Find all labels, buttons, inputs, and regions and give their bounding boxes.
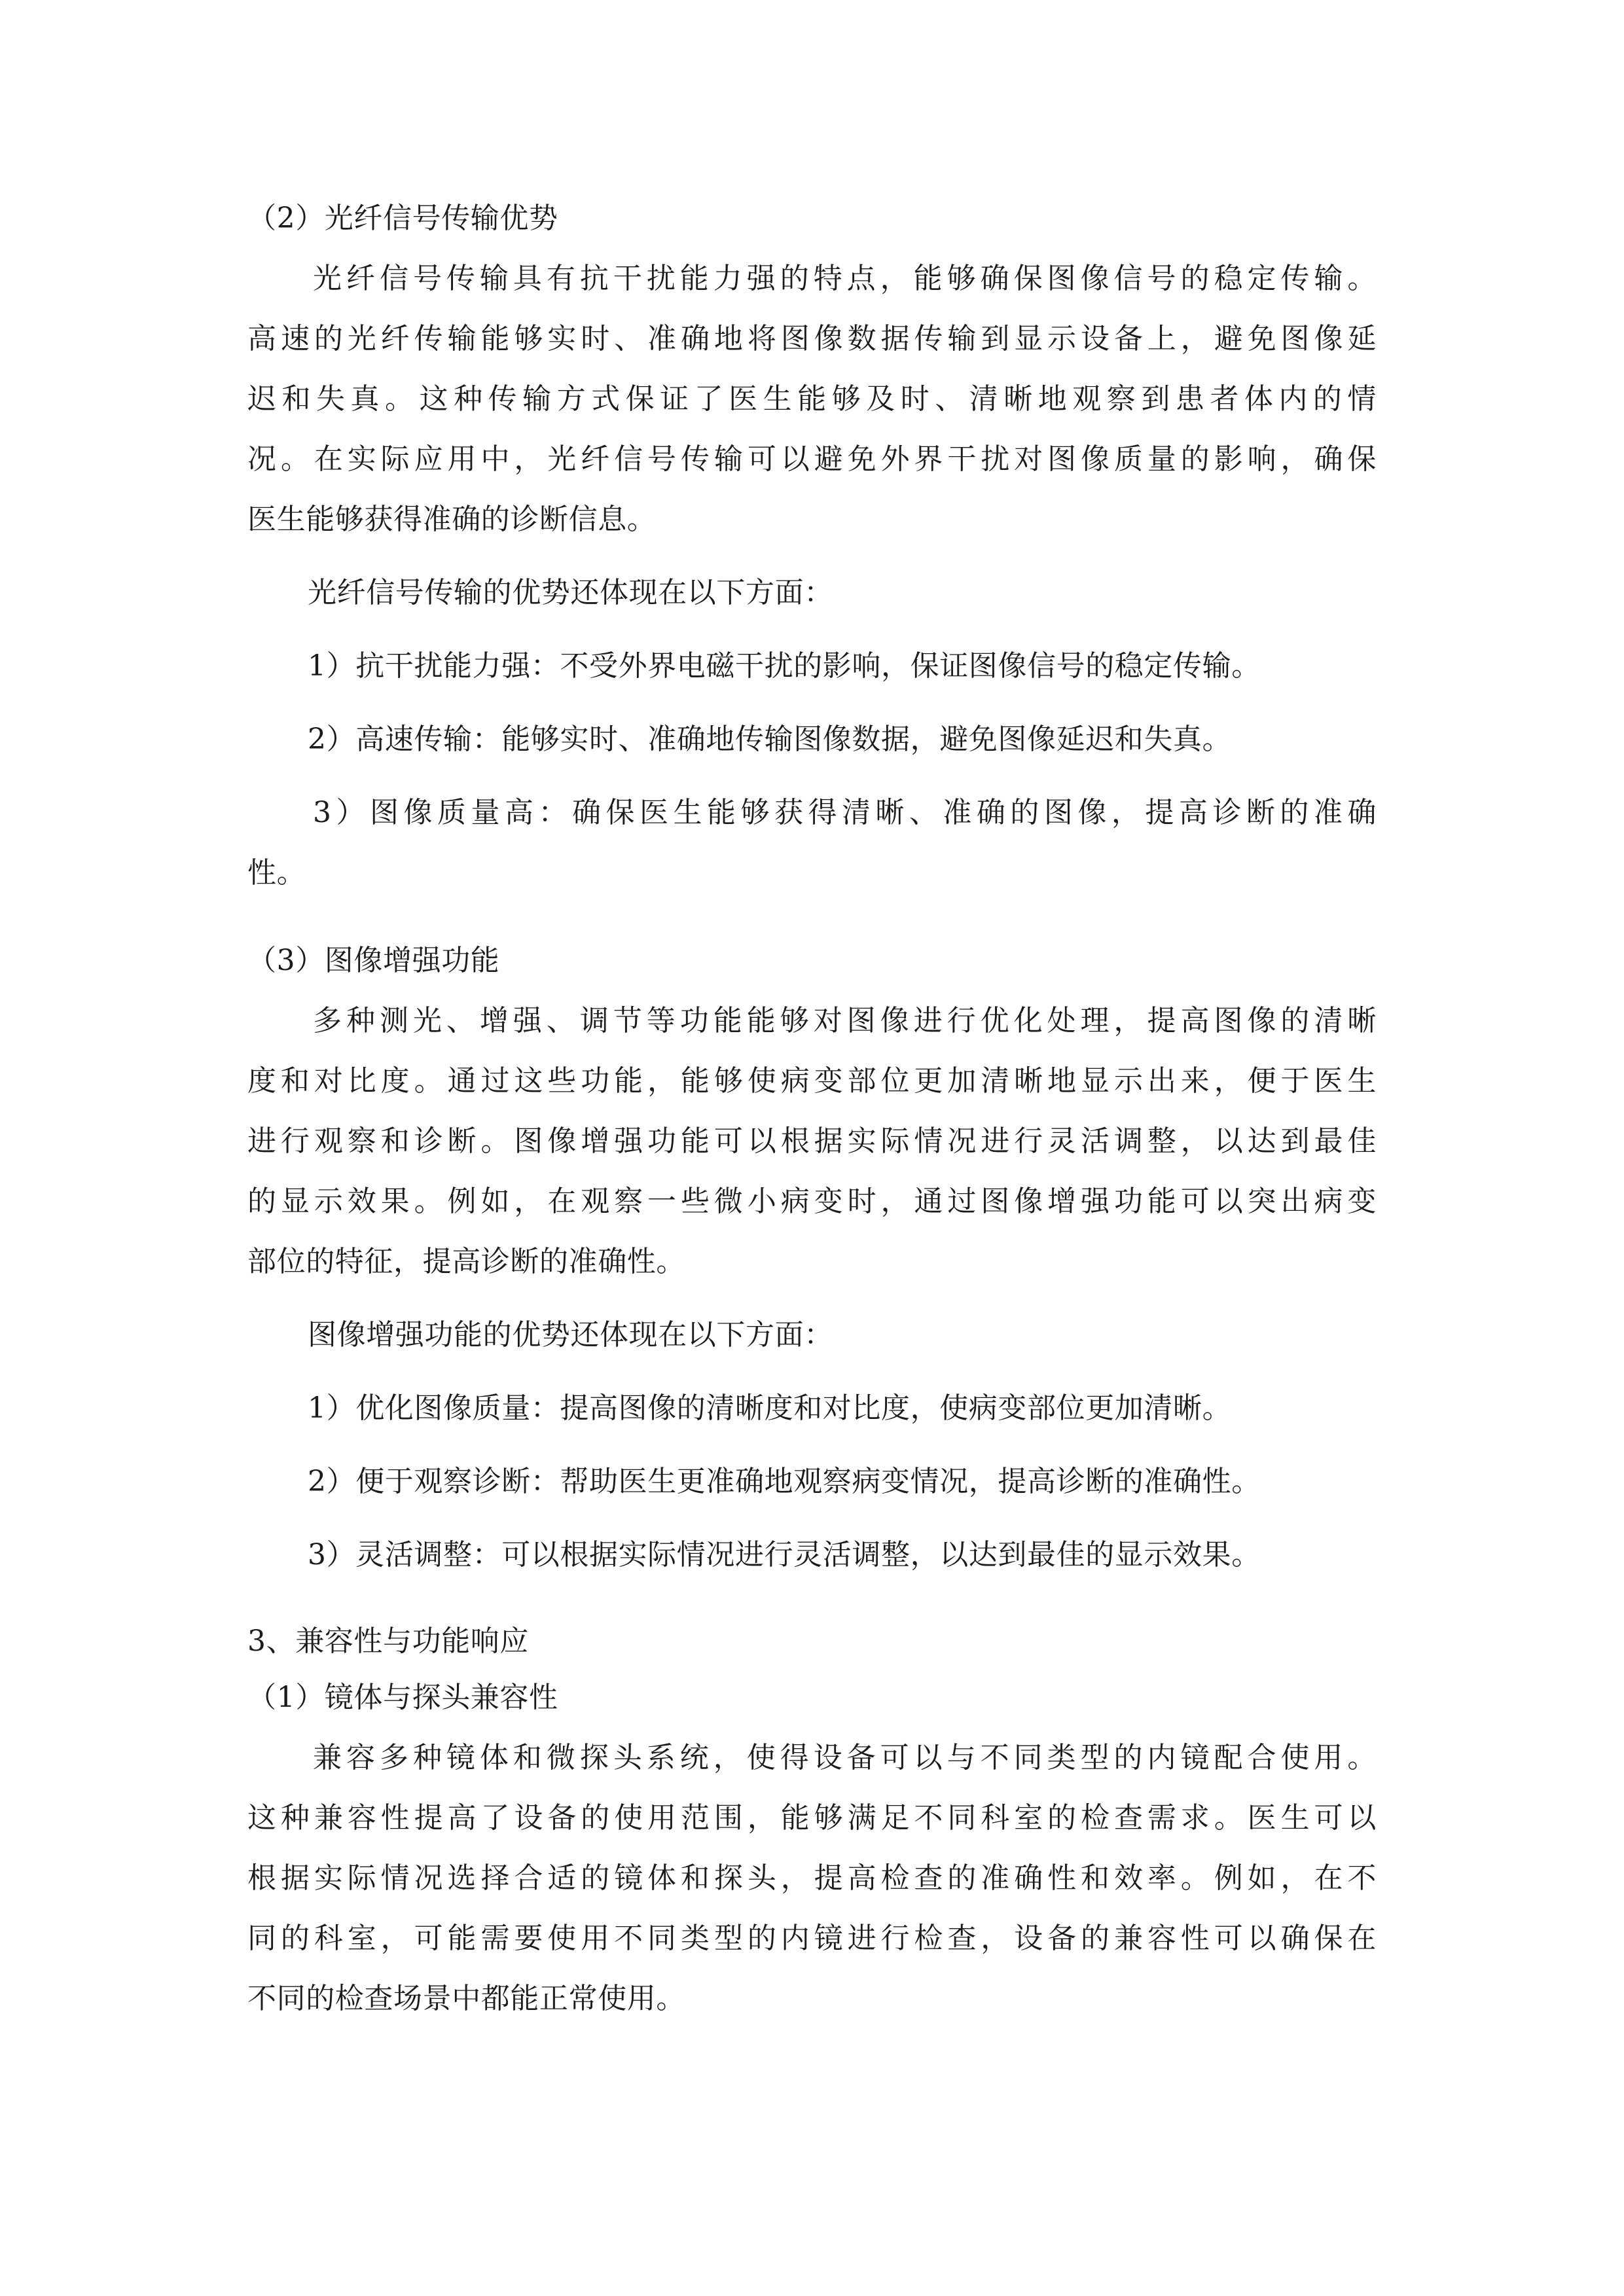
paragraph-line: 同的科室，可能需要使用不同类型的内镜进行检查，设备的兼容性可以确保在: [247, 1922, 1377, 1955]
section-heading: （2）光纤信号传输优势: [247, 202, 558, 235]
paragraph-line: 部位的特征，提高诊断的准确性。: [247, 1245, 685, 1278]
paragraph-line: 医生能够获得准确的诊断信息。: [247, 503, 657, 536]
paragraph-line: 不同的检查场景中都能正常使用。: [247, 1982, 685, 2015]
list-intro: 图像增强功能的优势还体现在以下方面：: [308, 1318, 833, 1352]
paragraph-line: 进行观察和诊断。图像增强功能可以根据实际情况进行灵活调整，以达到最佳: [247, 1124, 1377, 1158]
paragraph-line: 根据实际情况选择合适的镜体和探头，提高检查的准确性和效率。例如，在不: [247, 1861, 1377, 1895]
list-item: 2）高速传输：能够实时、准确地传输图像数据，避免图像延迟和失真。: [308, 723, 1232, 756]
paragraph-line: 度和对比度。通过这些功能，能够使病变部位更加清晰地显示出来，便于医生: [247, 1064, 1377, 1098]
paragraph-line: 多种测光、增强、调节等功能能够对图像进行优化处理，提高图像的清晰: [313, 1004, 1377, 1037]
section-heading: （1）镜体与探头兼容性: [247, 1681, 558, 1714]
paragraph-line: 这种兼容性提高了设备的使用范围，能够满足不同科室的检查需求。医生可以: [247, 1801, 1377, 1835]
list-item: 1）优化图像质量：提高图像的清晰度和对比度，使病变部位更加清晰。: [308, 1391, 1232, 1425]
list-item-continuation: 性。: [247, 856, 306, 889]
list-item: 3）图像质量高：确保医生能够获得清晰、准确的图像，提高诊断的准确: [313, 796, 1377, 829]
paragraph-line: 的显示效果。例如，在观察一些微小病变时，通过图像增强功能可以突出病变: [247, 1185, 1377, 1218]
list-intro: 光纤信号传输的优势还体现在以下方面：: [308, 576, 833, 609]
chapter-heading: 3、兼容性与功能响应: [247, 1624, 529, 1658]
paragraph-line: 高速的光纤传输能够实时、准确地将图像数据传输到显示设备上，避免图像延: [247, 322, 1377, 355]
paragraph-line: 况。在实际应用中，光纤信号传输可以避免外界干扰对图像质量的影响，确保: [247, 442, 1377, 476]
list-item: 1）抗干扰能力强：不受外界电磁干扰的影响，保证图像信号的稳定传输。: [308, 649, 1261, 683]
section-heading: （3）图像增强功能: [247, 944, 500, 977]
paragraph-line: 兼容多种镜体和微探头系统，使得设备可以与不同类型的内镜配合使用。: [313, 1741, 1377, 1774]
paragraph-line: 迟和失真。这种传输方式保证了医生能够及时、清晰地观察到患者体内的情: [247, 382, 1377, 416]
list-item: 3）灵活调整：可以根据实际情况进行灵活调整，以达到最佳的显示效果。: [308, 1538, 1261, 1571]
list-item: 2）便于观察诊断：帮助医生更准确地观察病变情况，提高诊断的准确性。: [308, 1465, 1261, 1498]
paragraph-line: 光纤信号传输具有抗干扰能力强的特点，能够确保图像信号的稳定传输。: [313, 262, 1377, 295]
